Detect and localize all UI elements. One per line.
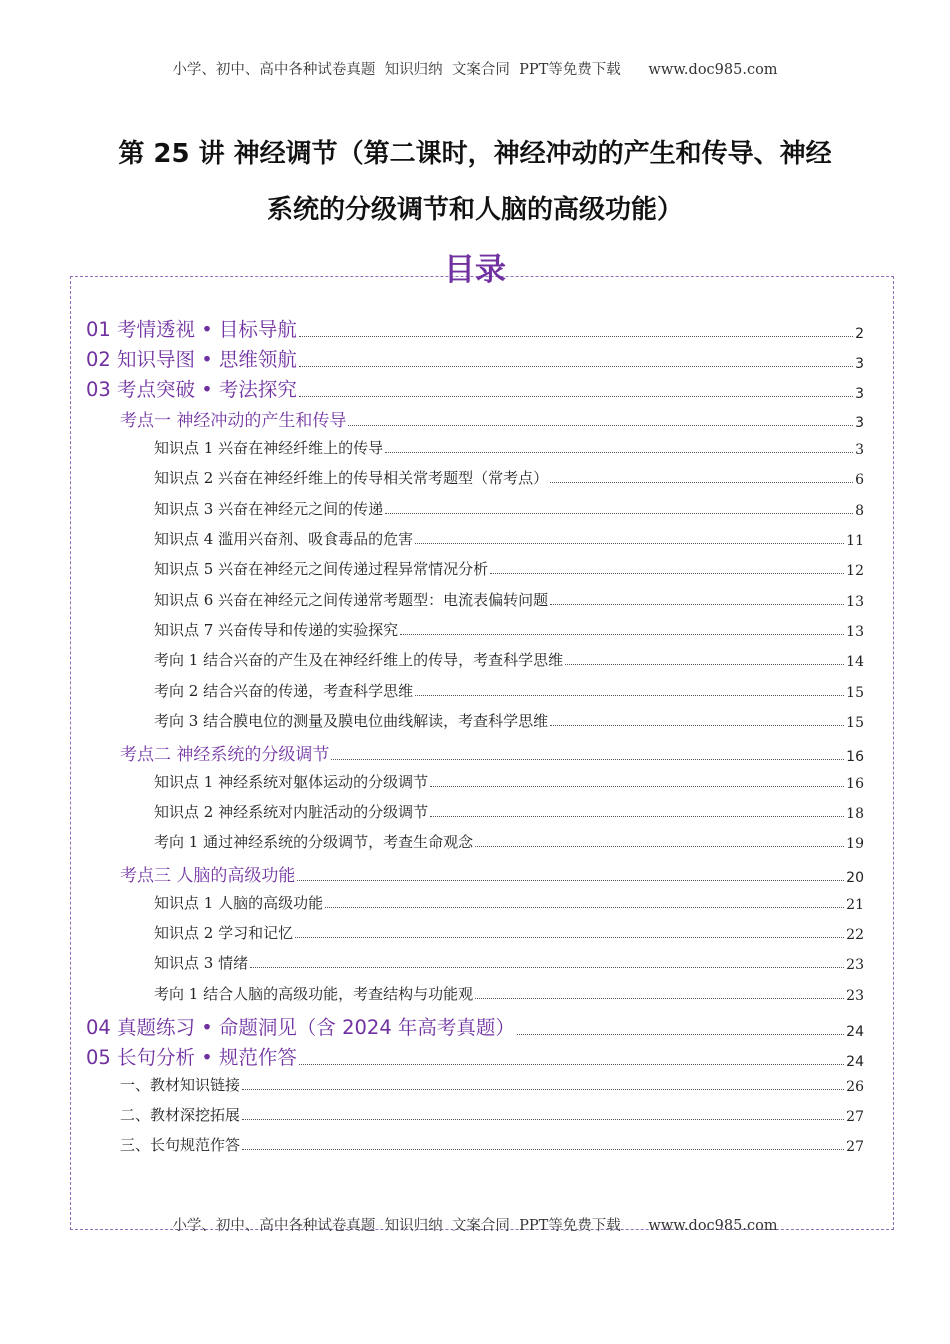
toc-section-link[interactable] xyxy=(86,314,864,342)
toc-entry-link[interactable] xyxy=(154,467,864,488)
toc-entry-label: 知识点 6 兴奋在神经元之间传递常考题型：电流表偏转问题 xyxy=(154,591,549,609)
toc-page-number: 6 xyxy=(855,472,864,488)
toc-page-number: 18 xyxy=(846,806,864,822)
toc-dot-leader xyxy=(242,1118,844,1120)
toc-page-number: 24 xyxy=(846,1054,864,1070)
page-title-line-1: 第 25 讲 神经调节（第二课时，神经冲动的产生和传导、神经 xyxy=(118,139,832,169)
toc-dot-leader xyxy=(415,542,844,544)
toc-heading: 目录 xyxy=(444,252,506,288)
toc-entry-link[interactable] xyxy=(154,922,864,943)
toc-page-number: 3 xyxy=(855,356,864,372)
toc-page-number: 22 xyxy=(846,927,864,943)
toc-page-number: 8 xyxy=(855,503,864,519)
page-title-line-2: 系统的分级调节和人脑的高级功能） xyxy=(266,195,683,225)
toc-dot-leader xyxy=(400,633,844,635)
toc-entry-link[interactable] xyxy=(120,1134,864,1155)
toc-entry-link[interactable] xyxy=(154,983,864,1004)
toc-entry-link[interactable] xyxy=(154,437,864,458)
toc-topic-link[interactable] xyxy=(120,740,864,765)
toc-dot-leader xyxy=(475,845,844,847)
toc-dot-leader xyxy=(430,815,844,817)
toc-dot-leader xyxy=(385,512,853,514)
toc-dot-leader xyxy=(299,365,853,367)
toc-entry-label: 02 知识导图 • 思维领航 xyxy=(86,348,297,371)
toc-page-number: 13 xyxy=(846,594,864,610)
toc-page-number: 26 xyxy=(846,1079,864,1095)
toc-section-link[interactable] xyxy=(86,374,864,402)
toc-entry-link[interactable] xyxy=(154,528,864,549)
toc-entry-link[interactable] xyxy=(154,649,864,670)
toc-section-link[interactable] xyxy=(86,1012,864,1040)
toc-page-number: 3 xyxy=(855,415,864,431)
toc-entry-label: 03 考点突破 • 考法探究 xyxy=(86,378,297,401)
toc-page-number: 15 xyxy=(846,715,864,731)
toc-dot-leader xyxy=(331,758,844,760)
toc-page-number: 11 xyxy=(846,533,864,549)
toc-dot-leader xyxy=(550,481,853,483)
toc-dot-leader xyxy=(299,335,853,337)
toc-page-number: 23 xyxy=(846,988,864,1004)
toc-page-number: 3 xyxy=(855,442,864,458)
toc-dot-leader xyxy=(475,997,844,999)
toc-entry-link[interactable] xyxy=(154,801,864,822)
toc-entry-label: 一、教材知识链接 xyxy=(120,1076,241,1094)
toc-dot-leader xyxy=(242,1148,844,1150)
toc-entry-link[interactable] xyxy=(154,831,864,852)
toc-entry-label: 考向 1 结合兴奋的产生及在神经纤维上的传导，考查科学思维 xyxy=(154,651,564,669)
toc-dot-leader xyxy=(295,936,844,938)
toc-entry-link[interactable] xyxy=(154,619,864,640)
toc-dot-leader xyxy=(297,879,844,881)
toc-dot-leader xyxy=(415,694,844,696)
page-footer: 小学、初中、高中各种试卷真题 知识归纳 文案合同 PPT等免费下载 www.doc985.com xyxy=(172,1218,778,1234)
toc-entry-label: 知识点 2 学习和记忆 xyxy=(154,924,294,942)
page-title xyxy=(60,126,890,238)
toc-entry-label: 考向 1 通过神经系统的分级调节，考查生命观念 xyxy=(154,833,474,851)
toc-dot-leader xyxy=(299,395,853,397)
toc-dot-leader xyxy=(242,1088,844,1090)
toc-page-number: 27 xyxy=(846,1139,864,1155)
toc-page-number: 12 xyxy=(846,563,864,579)
toc-entry-label: 知识点 5 兴奋在神经元之间传递过程异常情况分析 xyxy=(154,560,489,578)
toc-entry-link[interactable] xyxy=(154,710,864,731)
toc-section-link[interactable] xyxy=(86,1042,864,1070)
toc-section-link[interactable] xyxy=(86,344,864,372)
toc-entry-link[interactable] xyxy=(154,498,864,519)
toc-dot-leader xyxy=(565,663,844,665)
toc-entry-label: 04 真题练习 • 命题洞见（含 2024 年高考真题） xyxy=(86,1016,515,1039)
toc-entry-link[interactable] xyxy=(154,558,864,579)
toc-entry-label: 考向 2 结合兴奋的传递，考查科学思维 xyxy=(154,682,414,700)
toc-entry-label: 知识点 4 滥用兴奋剂、吸食毒品的危害 xyxy=(154,530,414,548)
toc-entry-label: 知识点 1 神经系统对躯体运动的分级调节 xyxy=(154,773,429,791)
toc-entry-label: 考点二 神经系统的分级调节 xyxy=(120,745,330,765)
toc-entry-label: 考向 3 结合膜电位的测量及膜电位曲线解读，考查科学思维 xyxy=(154,712,549,730)
toc-entry-label: 考点一 神经冲动的产生和传导 xyxy=(120,411,347,431)
toc-entry-label: 01 考情透视 • 目标导航 xyxy=(86,318,297,341)
toc-dot-leader xyxy=(299,1063,844,1065)
toc-page-number: 21 xyxy=(846,897,864,913)
toc-entry-label: 知识点 3 情绪 xyxy=(154,954,249,972)
toc-page-number: 16 xyxy=(846,749,864,765)
toc-page-number: 16 xyxy=(846,776,864,792)
toc-dot-leader xyxy=(550,724,844,726)
toc-entry-link[interactable] xyxy=(154,680,864,701)
toc-entry-link[interactable] xyxy=(154,952,864,973)
toc-entry-label: 知识点 2 神经系统对内脏活动的分级调节 xyxy=(154,803,429,821)
toc-entry-label: 考向 1 结合人脑的高级功能，考查结构与功能观 xyxy=(154,985,474,1003)
toc-entry-link[interactable] xyxy=(154,589,864,610)
toc-page-number: 19 xyxy=(846,836,864,852)
toc-entry-link[interactable] xyxy=(120,1074,864,1095)
toc-page-number: 27 xyxy=(846,1109,864,1125)
toc-entry-link[interactable] xyxy=(154,892,864,913)
toc-page-number: 2 xyxy=(855,326,864,342)
toc-dot-leader xyxy=(325,906,844,908)
page-header: 小学、初中、高中各种试卷真题 知识归纳 文案合同 PPT等免费下载 www.doc985.com xyxy=(172,62,778,78)
toc-topic-link[interactable] xyxy=(120,861,864,886)
toc-dot-leader xyxy=(250,966,844,968)
toc-entry-label: 知识点 1 人脑的高级功能 xyxy=(154,894,324,912)
toc-entry-label: 二、教材深挖拓展 xyxy=(120,1106,241,1124)
toc-entry-link[interactable] xyxy=(154,771,864,792)
toc-entry-label: 考点三 人脑的高级功能 xyxy=(120,866,296,886)
toc-page-number: 15 xyxy=(846,685,864,701)
toc-page-number: 14 xyxy=(846,654,864,670)
toc-page-number: 3 xyxy=(855,386,864,402)
toc-entry-label: 知识点 3 兴奋在神经元之间的传递 xyxy=(154,500,384,518)
toc-entry-label: 知识点 2 兴奋在神经纤维上的传导相关常考题型（常考点） xyxy=(154,469,549,487)
toc-entry-label: 知识点 1 兴奋在神经纤维上的传导 xyxy=(154,439,384,457)
toc-dot-leader xyxy=(385,451,853,453)
toc-entry-label: 三、长句规范作答 xyxy=(120,1136,241,1154)
toc-dot-leader xyxy=(430,785,844,787)
toc-entry-label: 05 长句分析 • 规范作答 xyxy=(86,1046,297,1069)
toc-dot-leader xyxy=(550,603,844,605)
toc-page-number: 23 xyxy=(846,957,864,973)
toc-topic-link[interactable] xyxy=(120,406,864,431)
toc-dot-leader xyxy=(348,424,853,426)
toc-dot-leader xyxy=(490,572,844,574)
toc-page-number: 13 xyxy=(846,624,864,640)
toc-entry-link[interactable] xyxy=(120,1104,864,1125)
toc-page-number: 20 xyxy=(846,870,864,886)
toc-dot-leader xyxy=(517,1033,844,1035)
toc-entry-label: 知识点 7 兴奋传导和传递的实验探究 xyxy=(154,621,399,639)
toc-page-number: 24 xyxy=(846,1024,864,1040)
